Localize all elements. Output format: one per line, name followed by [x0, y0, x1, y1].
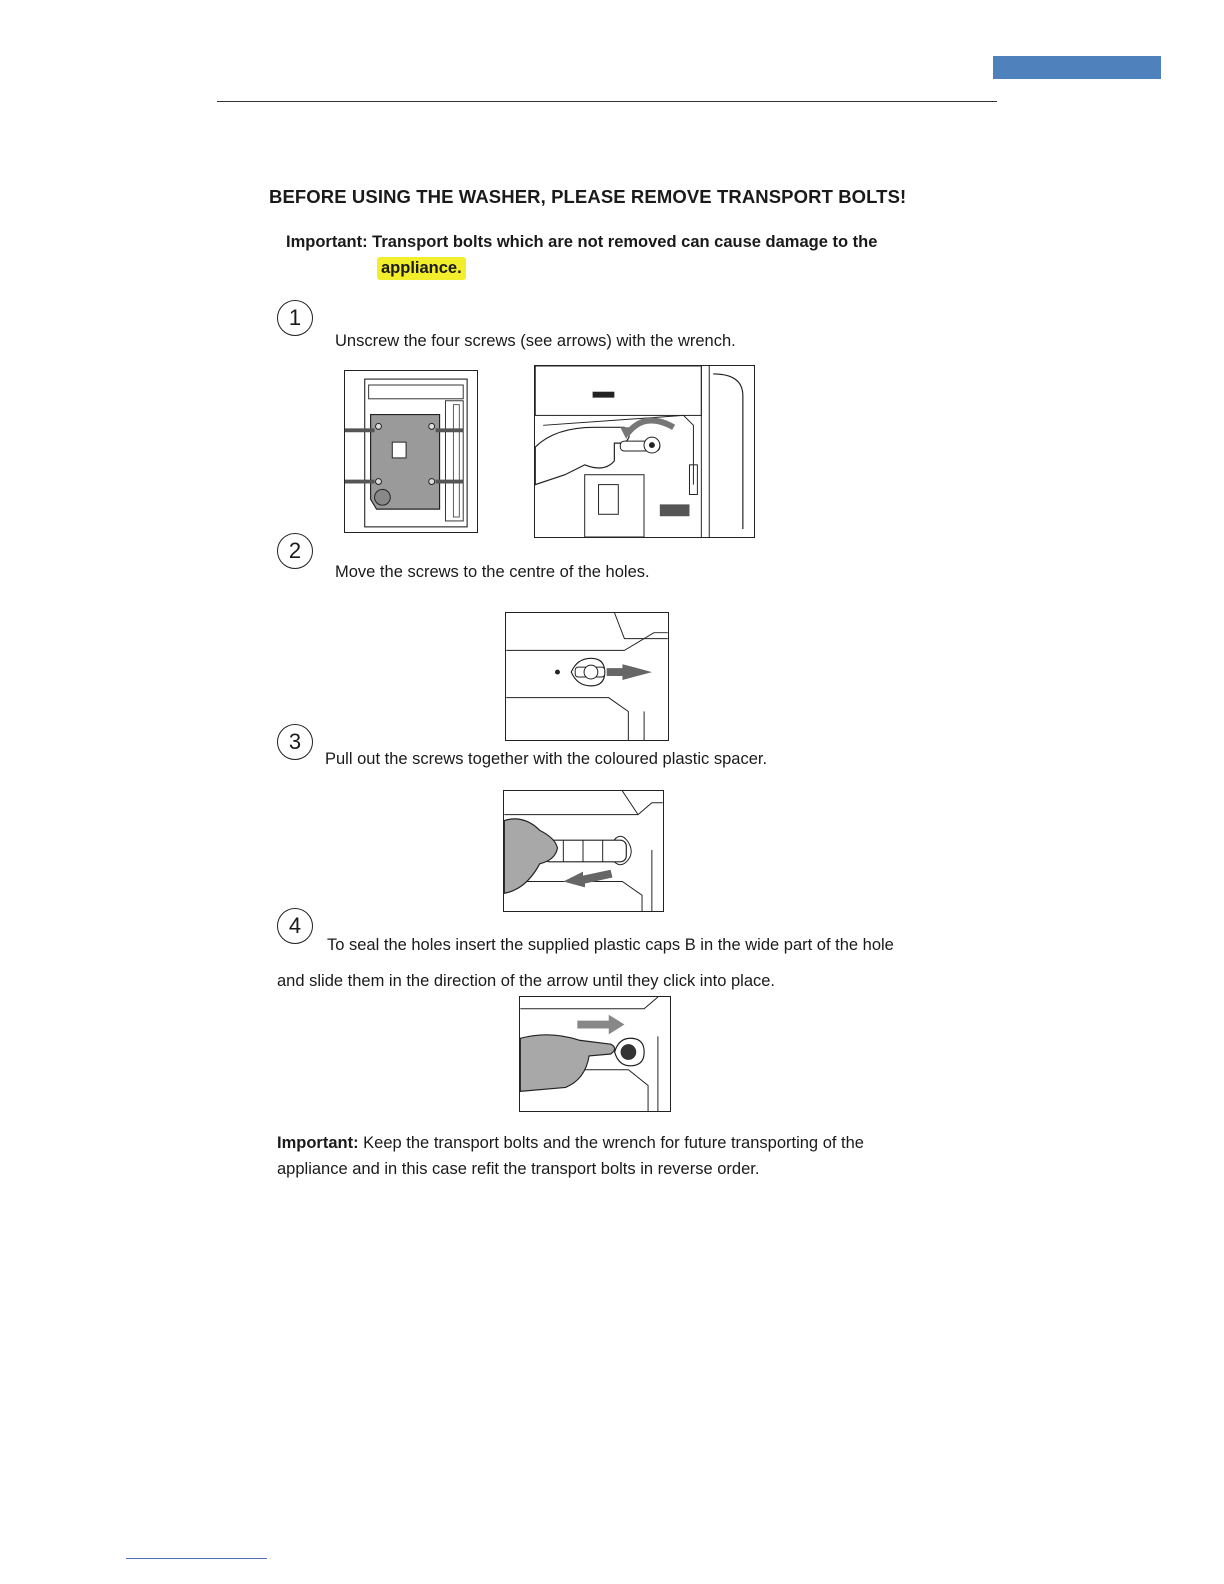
figure-move-screws: [505, 612, 669, 741]
figure-insert-caps: [519, 996, 671, 1112]
washer-back-illustration: [345, 371, 477, 532]
important-outro-line-1: [277, 1130, 977, 1156]
important-text: Transport bolts which are not removed can cause damage to the: [372, 233, 878, 251]
step-4-number: 4: [277, 908, 313, 944]
important-outro: [277, 1130, 977, 1182]
step-1-number: 1: [277, 300, 313, 336]
step-3-number: 3: [277, 724, 313, 760]
important-label: Important:: [286, 233, 368, 251]
step-2-number: 2: [277, 533, 313, 569]
page-title: BEFORE USING THE WASHER, PLEASE REMOVE TRANSPORT BOLTS!: [269, 186, 907, 207]
important-outro-line-2: appliance and in this case refit the transport bolts in reverse order.: [277, 1160, 760, 1178]
step-4-text: To seal the holes insert the supplied plastic caps B in the wide part of the hole: [327, 936, 894, 954]
wrench-unscrew-illustration: [535, 366, 754, 537]
step-4-text-cont: and slide them in the direction of the arrow until they click into place.: [277, 972, 776, 990]
figure-pull-out-screws: [503, 790, 664, 912]
footer-rule: [126, 1558, 267, 1559]
important-highlight: appliance.: [377, 257, 466, 280]
header-rule: [217, 101, 997, 102]
important-outro-label: Important:: [277, 1134, 359, 1152]
pull-out-screws-illustration: [504, 791, 663, 911]
important-intro: [286, 233, 877, 252]
step-3-text: Pull out the screws together with the coloured plastic spacer.: [325, 750, 768, 768]
step-1-text: Unscrew the four screws (see arrows) with the wrench.: [335, 332, 736, 350]
insert-caps-illustration: [520, 997, 670, 1111]
step-2-text: Move the screws to the centre of the holes.: [335, 563, 650, 581]
important-outro-text-1: Keep the transport bolts and the wrench for future transporting of the: [363, 1134, 864, 1152]
figure-washer-back: [344, 370, 478, 533]
header-tab: [993, 56, 1161, 79]
figure-wrench-unscrew: [534, 365, 755, 538]
move-screws-illustration: [506, 613, 668, 740]
